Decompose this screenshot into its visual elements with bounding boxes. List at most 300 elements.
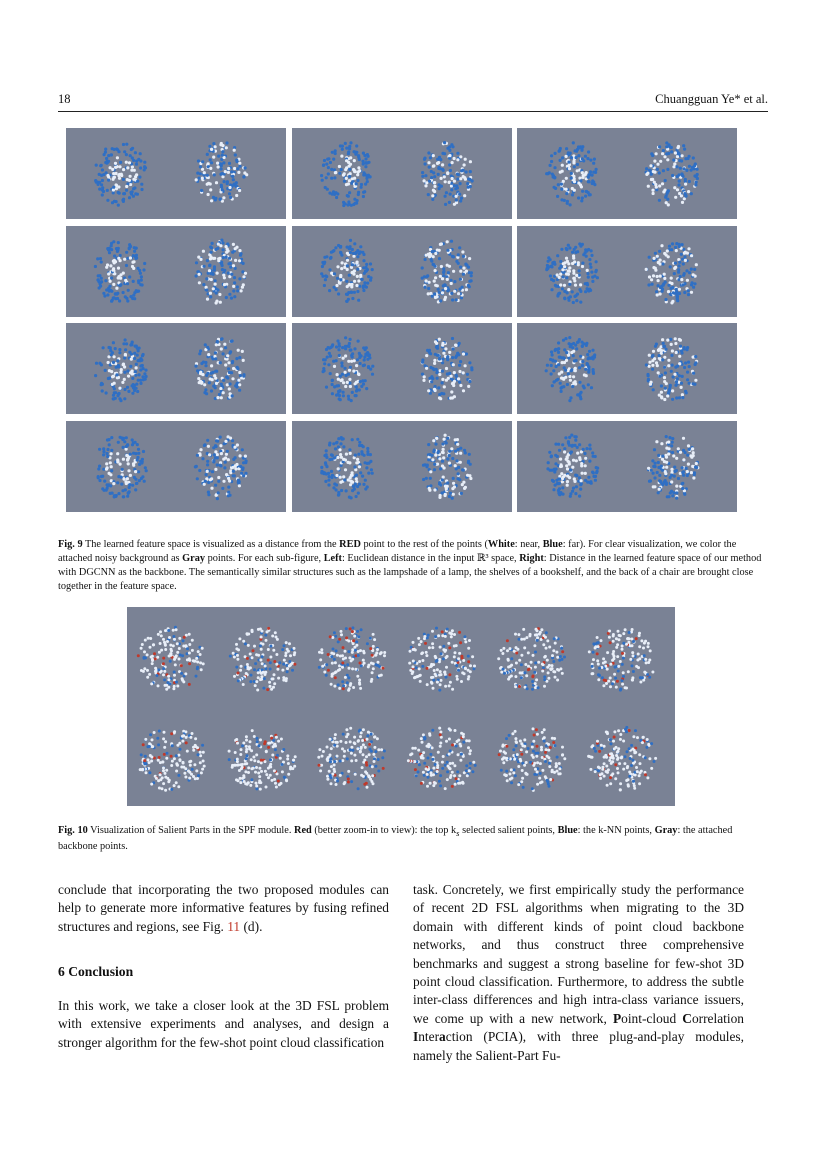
point [322, 367, 325, 370]
point [448, 145, 451, 148]
point [144, 466, 147, 469]
point [557, 351, 560, 354]
point [354, 454, 357, 457]
point [589, 159, 592, 162]
point [208, 381, 211, 384]
point [344, 345, 347, 348]
point [678, 180, 681, 183]
point [328, 268, 331, 271]
point [574, 474, 577, 477]
point [348, 191, 351, 194]
point [470, 274, 473, 277]
point [199, 371, 202, 374]
point [234, 247, 237, 250]
point [468, 257, 471, 260]
point [194, 465, 197, 468]
point [106, 293, 109, 296]
point [212, 459, 215, 462]
fig9-panel-airplane-2 [292, 323, 512, 414]
point [225, 473, 228, 476]
point [444, 203, 447, 206]
fig9-panel-lamp-1 [66, 128, 286, 219]
point [215, 343, 218, 346]
point [140, 461, 143, 464]
point [109, 461, 112, 464]
point [431, 458, 434, 461]
point [229, 382, 232, 385]
point [337, 244, 340, 247]
point [446, 240, 449, 243]
point [667, 189, 670, 192]
point [238, 249, 241, 252]
point [448, 450, 451, 453]
point [224, 346, 227, 349]
point [460, 197, 463, 200]
point [550, 265, 553, 268]
point [104, 148, 107, 151]
point [671, 451, 674, 454]
point [331, 392, 334, 395]
point [139, 166, 142, 169]
point [695, 181, 698, 184]
point [112, 397, 115, 400]
point [559, 283, 562, 286]
point [459, 452, 462, 455]
point [572, 487, 575, 490]
point [220, 452, 223, 455]
point [134, 151, 137, 154]
point [116, 250, 119, 253]
point [220, 239, 223, 242]
point [345, 489, 348, 492]
point [367, 472, 370, 475]
point [119, 161, 122, 164]
point [677, 264, 680, 267]
point [446, 264, 449, 267]
point [431, 250, 434, 253]
point [694, 379, 697, 382]
point [692, 156, 695, 159]
point [350, 496, 353, 499]
point [573, 248, 576, 251]
point [569, 295, 572, 298]
point [583, 386, 586, 389]
point [326, 356, 329, 359]
point [455, 344, 458, 347]
point [110, 436, 113, 439]
point [649, 479, 652, 482]
section-title: 6 Conclusion [58, 964, 134, 979]
point [369, 368, 372, 371]
point [236, 285, 239, 288]
point [455, 375, 458, 378]
point [199, 349, 202, 352]
point [592, 181, 595, 184]
point [554, 348, 557, 351]
point [225, 146, 228, 149]
point [238, 189, 241, 192]
point [326, 158, 329, 161]
point [655, 440, 658, 443]
point [652, 388, 655, 391]
point [661, 455, 664, 458]
point [363, 358, 366, 361]
point [339, 476, 342, 479]
point [654, 269, 657, 272]
point [104, 369, 107, 372]
point [561, 164, 564, 167]
point [435, 371, 438, 374]
point [573, 295, 576, 298]
point [451, 255, 454, 258]
point [581, 190, 584, 193]
point [554, 360, 557, 363]
point [214, 197, 217, 200]
point [675, 469, 678, 472]
point [237, 171, 240, 174]
point [342, 174, 345, 177]
point [689, 454, 692, 457]
point [672, 291, 675, 294]
point [450, 279, 453, 282]
point [468, 380, 471, 383]
fig10-label: Fig. 10 [58, 825, 88, 836]
point [459, 384, 462, 387]
point [675, 485, 678, 488]
point [560, 386, 563, 389]
point [210, 364, 213, 367]
point [681, 243, 684, 246]
point [337, 467, 340, 470]
point [651, 283, 654, 286]
point [360, 385, 363, 388]
point [686, 371, 689, 374]
point [687, 247, 690, 250]
point [101, 179, 104, 182]
point [128, 483, 131, 486]
point [670, 480, 673, 483]
point [665, 461, 668, 464]
point [338, 394, 341, 397]
point [199, 165, 202, 168]
point [558, 267, 561, 270]
point [214, 145, 217, 148]
point [123, 397, 126, 400]
point [231, 251, 234, 254]
point [240, 472, 243, 475]
point [325, 275, 328, 278]
point [579, 483, 582, 486]
point [132, 294, 135, 297]
point [325, 453, 328, 456]
point [695, 462, 698, 465]
point [131, 370, 134, 373]
point [230, 340, 233, 343]
point [560, 183, 563, 186]
point [339, 442, 342, 445]
point [588, 350, 591, 353]
point [350, 480, 353, 483]
point [569, 345, 572, 348]
point [349, 338, 352, 341]
point [584, 195, 587, 198]
point [358, 354, 361, 357]
point [232, 178, 235, 181]
point [126, 282, 129, 285]
point [458, 370, 461, 373]
point [560, 472, 563, 475]
point [228, 351, 231, 354]
point [216, 453, 219, 456]
point [449, 193, 452, 196]
point [659, 160, 662, 163]
point [348, 378, 351, 381]
point [347, 298, 350, 301]
point [346, 194, 349, 197]
point [656, 255, 659, 258]
point [330, 476, 333, 479]
point [688, 271, 691, 274]
point [366, 153, 369, 156]
point [118, 397, 121, 400]
point [669, 265, 672, 268]
point [561, 477, 564, 480]
point [126, 386, 129, 389]
point [646, 373, 649, 376]
point [211, 470, 214, 473]
point [129, 365, 132, 368]
point [337, 437, 340, 440]
point [350, 474, 353, 477]
point [357, 492, 360, 495]
point [591, 349, 594, 352]
point [651, 154, 654, 157]
point [143, 262, 146, 265]
point [237, 349, 240, 352]
point [584, 155, 587, 158]
point [657, 491, 660, 494]
point [117, 204, 120, 207]
point [210, 278, 213, 281]
point [323, 262, 326, 265]
point [206, 174, 209, 177]
point [566, 383, 569, 386]
point [233, 446, 236, 449]
point [676, 175, 679, 178]
point [656, 293, 659, 296]
point [557, 489, 560, 492]
point [545, 369, 548, 372]
point [434, 454, 437, 457]
point [129, 343, 132, 346]
point [688, 382, 691, 385]
point [142, 353, 145, 356]
point [421, 373, 424, 376]
point [425, 354, 428, 357]
point [362, 289, 365, 292]
point [206, 463, 209, 466]
point [110, 452, 113, 455]
point [659, 286, 662, 289]
point [671, 349, 674, 352]
point [222, 196, 225, 199]
point [338, 345, 341, 348]
point [215, 287, 218, 290]
point [103, 153, 106, 156]
point [451, 356, 454, 359]
point [588, 460, 591, 463]
point [428, 281, 431, 284]
point [666, 168, 669, 171]
point [234, 456, 237, 459]
point [668, 436, 671, 439]
point [138, 176, 141, 179]
point [100, 164, 103, 167]
point [684, 259, 687, 262]
point [325, 255, 328, 258]
point [563, 348, 566, 351]
point [126, 443, 129, 446]
point [116, 452, 119, 455]
point [345, 159, 348, 162]
point [585, 342, 588, 345]
point [684, 178, 687, 181]
point [572, 269, 575, 272]
point [110, 290, 113, 293]
point [559, 382, 562, 385]
point [565, 351, 568, 354]
point [470, 271, 473, 274]
point [568, 270, 571, 273]
point [456, 173, 459, 176]
figure-10-caption: Fig. 10 Visualization of Salient Parts in the SPF module. Red (better zoom-in to view): the top $k_s$ selected salient points, Blue: the k-NN points, Gray: the attached backbone points. [58, 825, 733, 853]
point [108, 251, 111, 254]
point [439, 494, 442, 497]
point [236, 443, 239, 446]
point [357, 299, 360, 302]
point [442, 392, 445, 395]
point [237, 481, 240, 484]
point [117, 191, 120, 194]
running-authors: Chuangguan Ye* et al. [655, 92, 768, 106]
point [438, 483, 441, 486]
point [108, 443, 111, 446]
point [647, 378, 650, 381]
point [450, 447, 453, 450]
point [127, 462, 130, 465]
point [553, 263, 556, 266]
point [112, 361, 115, 364]
point [344, 371, 347, 374]
point [579, 301, 582, 304]
point [106, 199, 109, 202]
point [115, 293, 118, 296]
point [680, 382, 683, 385]
point [463, 194, 466, 197]
point [676, 365, 679, 368]
fig9-panel-table [517, 323, 737, 414]
point [134, 452, 137, 455]
point [670, 370, 673, 373]
point [96, 257, 99, 260]
point [357, 166, 360, 169]
point [226, 383, 229, 386]
point [560, 248, 563, 251]
point [432, 255, 435, 258]
point [335, 441, 338, 444]
point [664, 298, 667, 301]
point [668, 245, 671, 248]
point [655, 361, 658, 364]
point [451, 497, 454, 500]
point [545, 268, 548, 271]
point [467, 461, 470, 464]
point [567, 152, 570, 155]
point [556, 273, 559, 276]
point [227, 486, 230, 489]
point [458, 381, 461, 384]
point [647, 467, 650, 470]
point [225, 251, 228, 254]
point [211, 356, 214, 359]
point [354, 202, 357, 205]
point [341, 346, 344, 349]
point [119, 254, 122, 257]
point [118, 177, 121, 180]
point [661, 338, 664, 341]
point [236, 289, 239, 292]
point [675, 351, 678, 354]
point [651, 189, 654, 192]
point [671, 242, 674, 245]
point [434, 276, 437, 279]
point [198, 469, 201, 472]
point [231, 175, 234, 178]
point [221, 241, 224, 244]
point [113, 495, 116, 498]
point [427, 389, 430, 392]
point [137, 281, 140, 284]
point [428, 166, 431, 169]
fig-11-link[interactable]: 11 [227, 918, 241, 934]
point [114, 162, 117, 165]
point [112, 191, 115, 194]
point [131, 392, 134, 395]
point [112, 394, 115, 397]
point [568, 246, 571, 249]
point [584, 368, 587, 371]
point [124, 353, 127, 356]
point [244, 455, 247, 458]
point [335, 196, 338, 199]
point [572, 254, 575, 257]
point [349, 156, 352, 159]
point [128, 196, 131, 199]
point [459, 182, 462, 185]
point [203, 171, 206, 174]
point [653, 257, 656, 260]
point [439, 397, 442, 400]
point [366, 447, 369, 450]
point [336, 192, 339, 195]
point [567, 288, 570, 291]
point [678, 396, 681, 399]
point [116, 394, 119, 397]
point [422, 379, 425, 382]
point [214, 283, 217, 286]
point [105, 391, 108, 394]
point [569, 396, 572, 399]
